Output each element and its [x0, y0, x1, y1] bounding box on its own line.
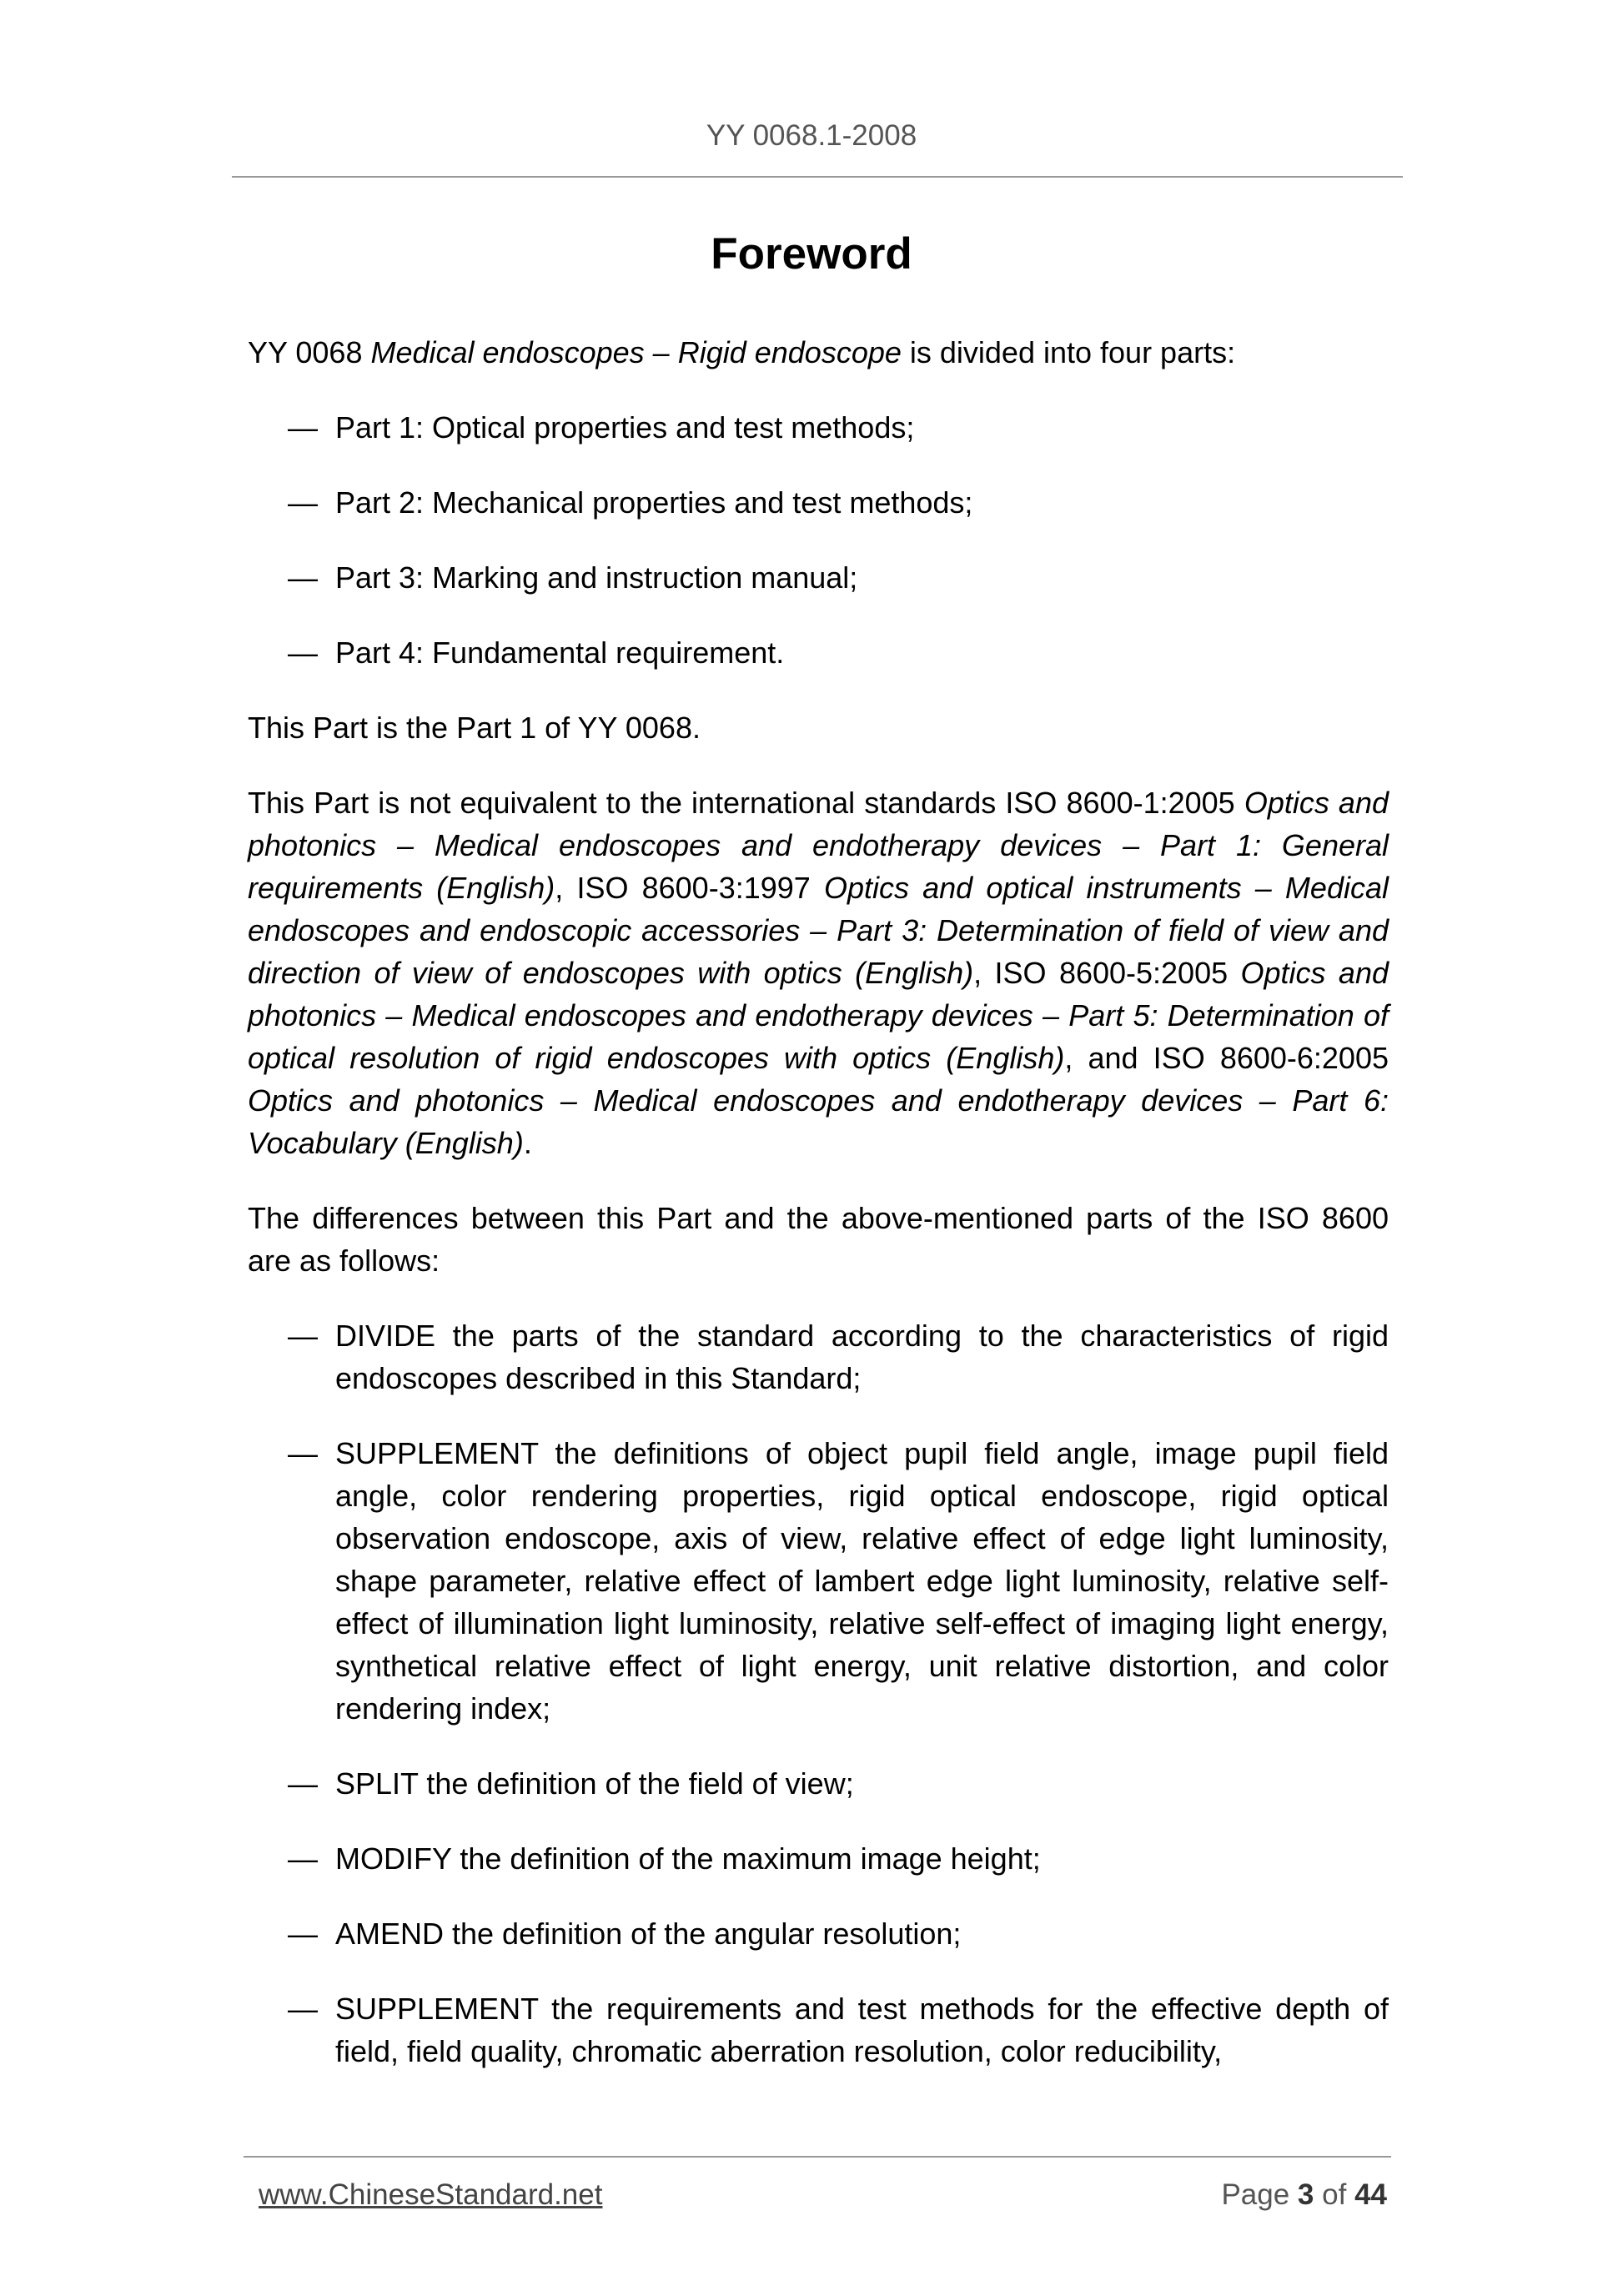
list-item	[248, 631, 1389, 674]
list-item-text: SPLIT the definition of the field of view;	[335, 1766, 854, 1801]
dash-bullet: —	[288, 1436, 318, 1470]
list-item-text: Part 2: Mechanical properties and test methods;	[335, 485, 973, 520]
text: This Part is not equivalent to the international standards ISO 8600-1:2005	[248, 786, 1244, 820]
equivalence-paragraph	[248, 781, 1389, 1164]
list-item	[248, 1987, 1389, 2072]
page-number	[1221, 2178, 1387, 2212]
list-item	[248, 1762, 1389, 1805]
list-item-text: Part 4: Fundamental requirement.	[335, 636, 785, 670]
list-item	[248, 1432, 1389, 1730]
page-of-label: of	[1322, 2178, 1347, 2211]
page-title: Foreword	[711, 229, 912, 279]
list-item-text: SUPPLEMENT the requirements and test methods for the effective depth of field, field quality, chromatic aberration resolution, color reducibility,	[335, 1992, 1389, 2068]
website-link[interactable]: www.ChineseStandard.net	[259, 2178, 603, 2211]
standard-title: Optics and photonics – Medical endoscopes and endotherapy devices – Part 5: Determination of optical resolution of rigid endoscopes with optics (English)	[248, 956, 1389, 1075]
dash-bullet: —	[288, 1841, 318, 1876]
text: , ISO 8600-3:1997	[555, 871, 824, 905]
standard-title: Optics and photonics – Medical endoscopes and endotherapy devices – Part 6: Vocabulary (English)	[248, 1083, 1389, 1160]
total-pages: 44	[1354, 2178, 1387, 2211]
list-item	[248, 406, 1389, 449]
list-item-text: DIVIDE the parts of the standard according to the characteristics of rigid endoscopes described in this Standard;	[335, 1319, 1389, 1395]
header-divider	[232, 176, 1403, 178]
text: YY 0068	[248, 335, 371, 369]
dash-bullet: —	[288, 1917, 318, 1951]
dash-bullet: —	[288, 560, 318, 595]
current-page: 3	[1297, 2178, 1314, 2211]
dash-bullet: —	[288, 1766, 318, 1801]
intro-paragraph	[248, 331, 1389, 374]
page-label: Page	[1221, 2178, 1290, 2211]
dash-bullet: —	[288, 636, 318, 670]
list-item	[248, 1837, 1389, 1880]
list-item	[248, 1314, 1389, 1399]
dash-bullet: —	[288, 1992, 318, 2026]
list-item	[248, 1912, 1389, 1955]
standard-title: Medical endoscopes – Rigid endoscope	[370, 335, 902, 369]
differences-intro-paragraph: The differences between this Part and the above-mentioned parts of the ISO 8600 are as follows:	[248, 1201, 1389, 1278]
list-item	[248, 481, 1389, 524]
list-item	[248, 556, 1389, 599]
part-statement-paragraph: This Part is the Part 1 of YY 0068.	[248, 711, 701, 745]
text: , ISO 8600-5:2005	[973, 956, 1241, 990]
dash-bullet: —	[288, 410, 318, 445]
text: , and ISO 8600-6:2005	[1064, 1041, 1389, 1075]
list-item-text: AMEND the definition of the angular resolution;	[335, 1917, 962, 1951]
text: is divided into four parts:	[901, 335, 1236, 369]
standard-title: Optics and photonics – Medical endoscopes and endotherapy devices – Part 1: General requirements (English)	[248, 786, 1389, 905]
footer-divider	[244, 2156, 1391, 2158]
dash-bullet: —	[288, 485, 318, 520]
standard-title: Optics and optical instruments – Medical endoscopes and endoscopic accessories – Part 3: Determination of field of view and direction of view of endoscopes with optics (English)	[248, 871, 1389, 990]
list-item-text: Part 1: Optical properties and test methods;	[335, 410, 915, 445]
dash-bullet: —	[288, 1319, 318, 1353]
document-body	[248, 331, 1389, 2105]
list-item-text: MODIFY the definition of the maximum image height;	[335, 1841, 1041, 1876]
text: .	[523, 1126, 532, 1160]
list-item-text: Part 3: Marking and instruction manual;	[335, 560, 858, 595]
document-code-header: YY 0068.1-2008	[706, 119, 917, 152]
list-item-text: SUPPLEMENT the definitions of object pupil field angle, image pupil field angle, color rendering properties, rigid optical endoscope, rigid optical observation endoscope, axis of view, relative effect of edge light luminosity, shape parameter, relative effect of lambert edge light luminosity, relative self-effect of illumination light luminosity, relative self-effect of imaging light energy, synthetical relative effect of light energy, unit relative distortion, and color rendering index;	[335, 1436, 1389, 1726]
